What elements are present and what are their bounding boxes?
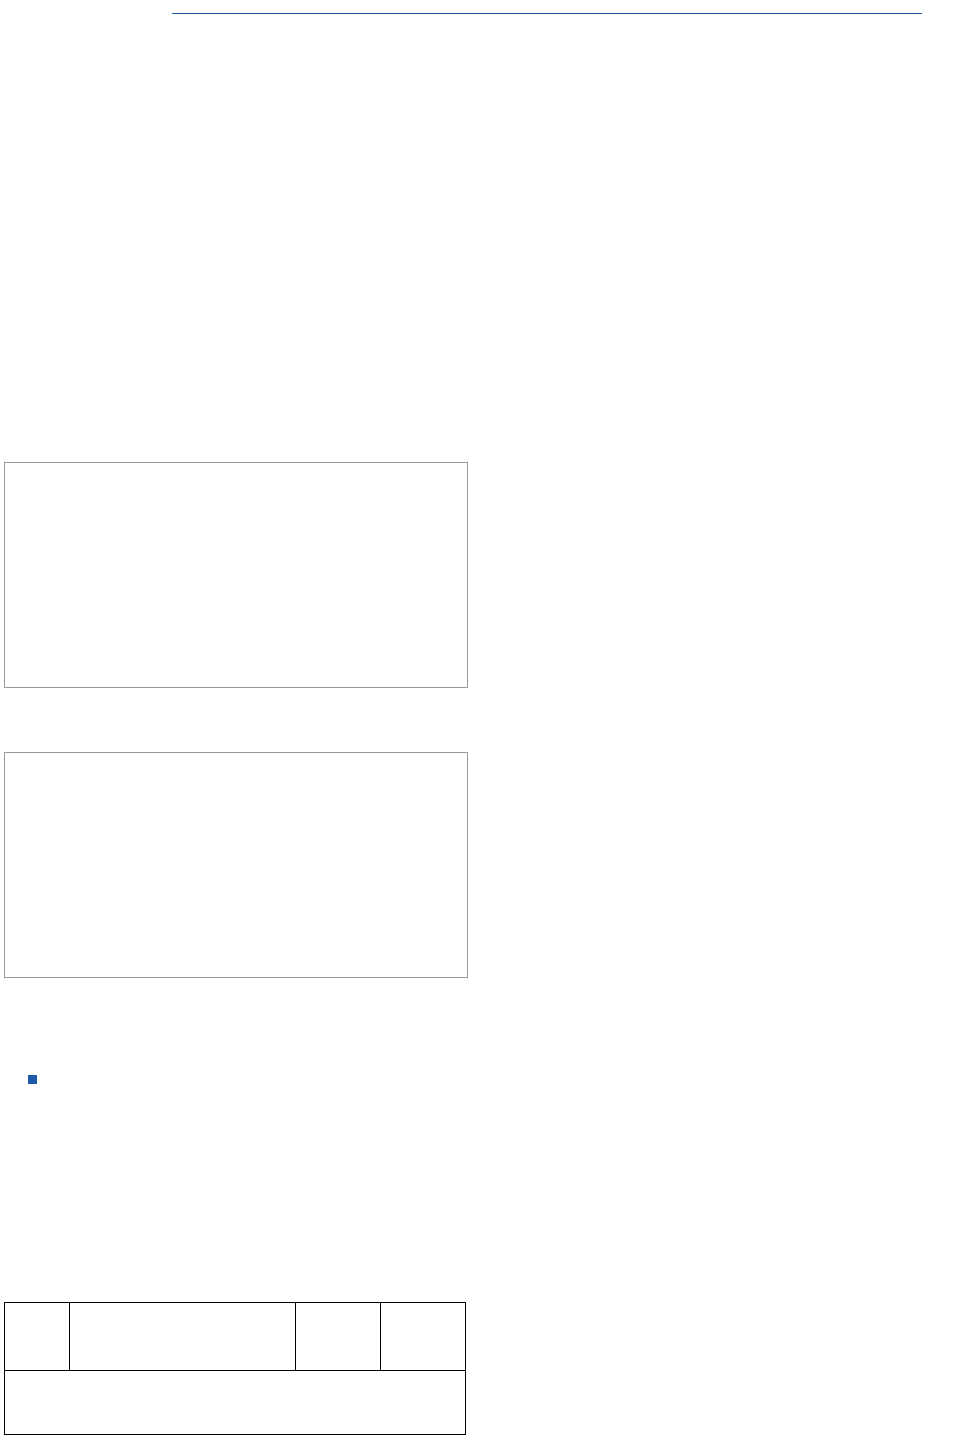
vs-cell [296,1371,381,1435]
material-cell [5,1303,70,1371]
figure-5-chart [4,462,468,688]
point-1-header [70,1339,183,1371]
header-rule [172,13,922,14]
figure-6-chart [4,752,468,978]
figure-6-svg [5,753,467,977]
vw-header [381,1303,466,1371]
section-heading [28,1072,43,1090]
vw-cell [381,1371,466,1435]
figure-5-svg [5,463,467,687]
param-cell [5,1371,70,1435]
vs-header [296,1303,381,1371]
table-5tgp [4,1302,466,1435]
value-cell [183,1371,296,1435]
section-bullet-icon [28,1075,37,1084]
point-4-header [183,1339,296,1371]
page-header [0,0,960,28]
points-header [70,1303,296,1339]
value-cell [70,1371,183,1435]
